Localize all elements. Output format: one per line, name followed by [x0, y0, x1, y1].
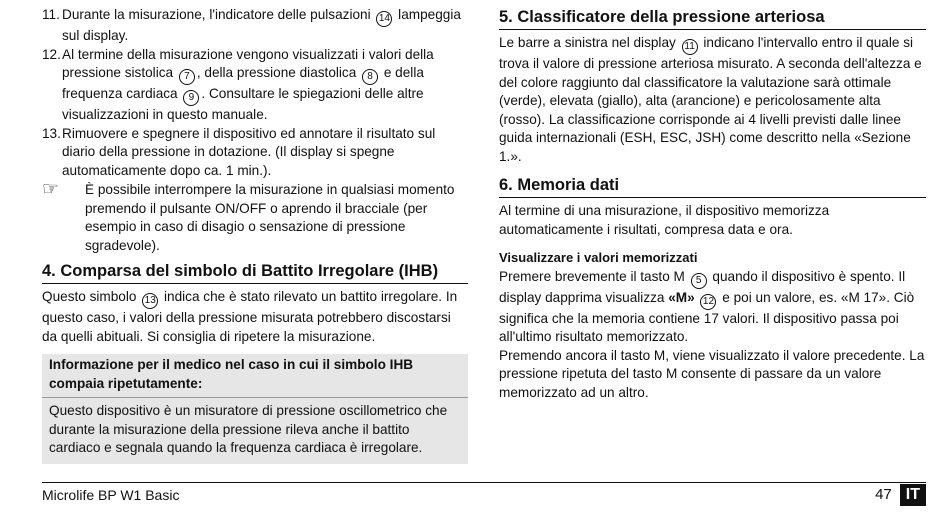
ref-number: 5 — [691, 273, 707, 289]
left-column — [42, 6, 468, 464]
ref-number: 12 — [700, 294, 716, 310]
right-column — [499, 6, 926, 402]
page-number: 47 — [875, 485, 892, 503]
body-text: e poi un valore, es. «M 17». Ciò significa che la memoria contiene 17 valori. Il dispositivo passa poi all'ultimo risultato memorizzato. — [499, 289, 915, 344]
item-text — [42, 6, 468, 46]
ref-number: 7 — [179, 69, 195, 85]
body-text: indicano l'intervallo entro il quale si trova il valore di pressione arteriosa misurato. A seconda dell'altezza e del colore raggiunto dal classificatore la valutazione sarà ottimale (verde), elevata (giallo), alta (arancione) e pericolosamente alta (rosso). La classificazione corrisponde ai 4 livelli previsti dalle linee guida internazionali (ESH, ESC, JSH) come descritto nella «Sezione 1.». — [499, 35, 922, 164]
item-text — [42, 46, 468, 125]
divider — [42, 397, 468, 398]
section-body: Al termine di una misurazione, il dispositivo memorizza automaticamente i risultati, compresa data e ora. — [499, 203, 830, 237]
ref-number: 9 — [183, 90, 199, 106]
info-box-body: Questo dispositivo è un misuratore di pressione oscillometrico che durante la misurazione della pressione rileva anche il battito cardiaco e segnala quando la frequenza cardiaca è irregolare. — [49, 403, 448, 455]
note — [42, 181, 468, 255]
list-item: 11. Durante la misurazione, l'indicatore delle pulsazioni 14 lampeggia sul display. — [42, 6, 468, 46]
body-text: Questo simbolo — [42, 289, 141, 304]
body-text-bold: «M» — [668, 289, 695, 305]
footer-page-info — [875, 484, 926, 506]
body-text: indica che è stato rilevato un battito irregolare. In questo caso, i valori della pressione misurata potrebbero discostarsi da quelli abituali. Si consiglia di ripetere la misurazione. — [42, 289, 458, 344]
ref-number: 13 — [142, 293, 158, 309]
item-text: Rimuovere e spegnere il dispositivo ed annotare il risultato sul diario della pressione in dotazione. (Il display si spegne automaticamente dopo ca. 1 min.). — [62, 125, 436, 178]
item-text-part: , della pressione diastolica — [196, 65, 361, 80]
section-body: Premendo ancora il tasto M, viene visualizzato il valore precedente. La pressione ripetuta del tasto M consente di passare da un valore memorizzato ad un altro. — [499, 347, 925, 400]
info-box — [42, 354, 468, 464]
ref-number: 11 — [682, 39, 698, 55]
section-title: 4. Comparsa del simbolo di Battito Irregolare (IHB) — [42, 260, 468, 284]
body-text: quando il dispositivo è spento. Il display dapprima visualizza — [499, 268, 906, 305]
info-box-title: Informazione per il medico nel caso in cui il simbolo IHB compaia ripetutamente: — [49, 357, 414, 391]
section-title: 5. Classificatore della pressione arteriosa — [499, 6, 926, 30]
item-text-part: e della frequenza cardiaca — [62, 65, 424, 101]
section-4 — [42, 260, 468, 464]
section-body — [499, 268, 926, 347]
subheading: Visualizzare i valori memorizzati — [499, 250, 698, 265]
note-text: È possibile interrompere la misurazione in qualsiasi momento premendo il pulsante ON/OFF o aprendo il bracciale (per esempio in caso di disagio o sensazione di pressione sgradevole). — [85, 182, 455, 253]
body-text: Le barre a sinistra nel display — [499, 35, 680, 50]
item-text-part: Durante la misurazione, l'indicatore delle pulsazioni — [62, 7, 375, 22]
section-body — [42, 288, 468, 346]
ref-number: 14 — [376, 11, 392, 27]
item-text-part: lampeggia sul display. — [62, 7, 461, 43]
list-item: 13. Rimuovere e spegnere il dispositivo ed annotare il risultato sul diario della pressione in dotazione. (Il display si spegne automaticamente dopo ca. 1 min.). — [42, 125, 468, 181]
language-badge: IT — [900, 484, 926, 506]
list-item: 12. Al termine della misurazione vengono visualizzati i valori della pressione sistolica 7 , della pressione diastolica 8 e della frequenza cardiaca 9 . Consultare le spiegazioni delle altre visualizzazioni in questo manuale. — [42, 46, 468, 125]
section-6 — [499, 174, 926, 402]
section-body — [499, 34, 926, 166]
section-title: 6. Memoria dati — [499, 174, 926, 198]
item-text-part: Al termine della misurazione vengono visualizzati i valori della pressione sistolica — [62, 46, 434, 80]
item-text-part: . Consultare le spiegazioni delle altre visualizzazioni in questo manuale. — [62, 86, 424, 122]
footer-divider — [42, 482, 926, 483]
body-text: Premere brevemente il tasto M — [499, 268, 689, 284]
footer-product: Microlife BP W1 Basic — [42, 487, 180, 503]
ref-number: 8 — [362, 69, 378, 85]
pointing-hand-icon: ☞ — [42, 179, 60, 200]
